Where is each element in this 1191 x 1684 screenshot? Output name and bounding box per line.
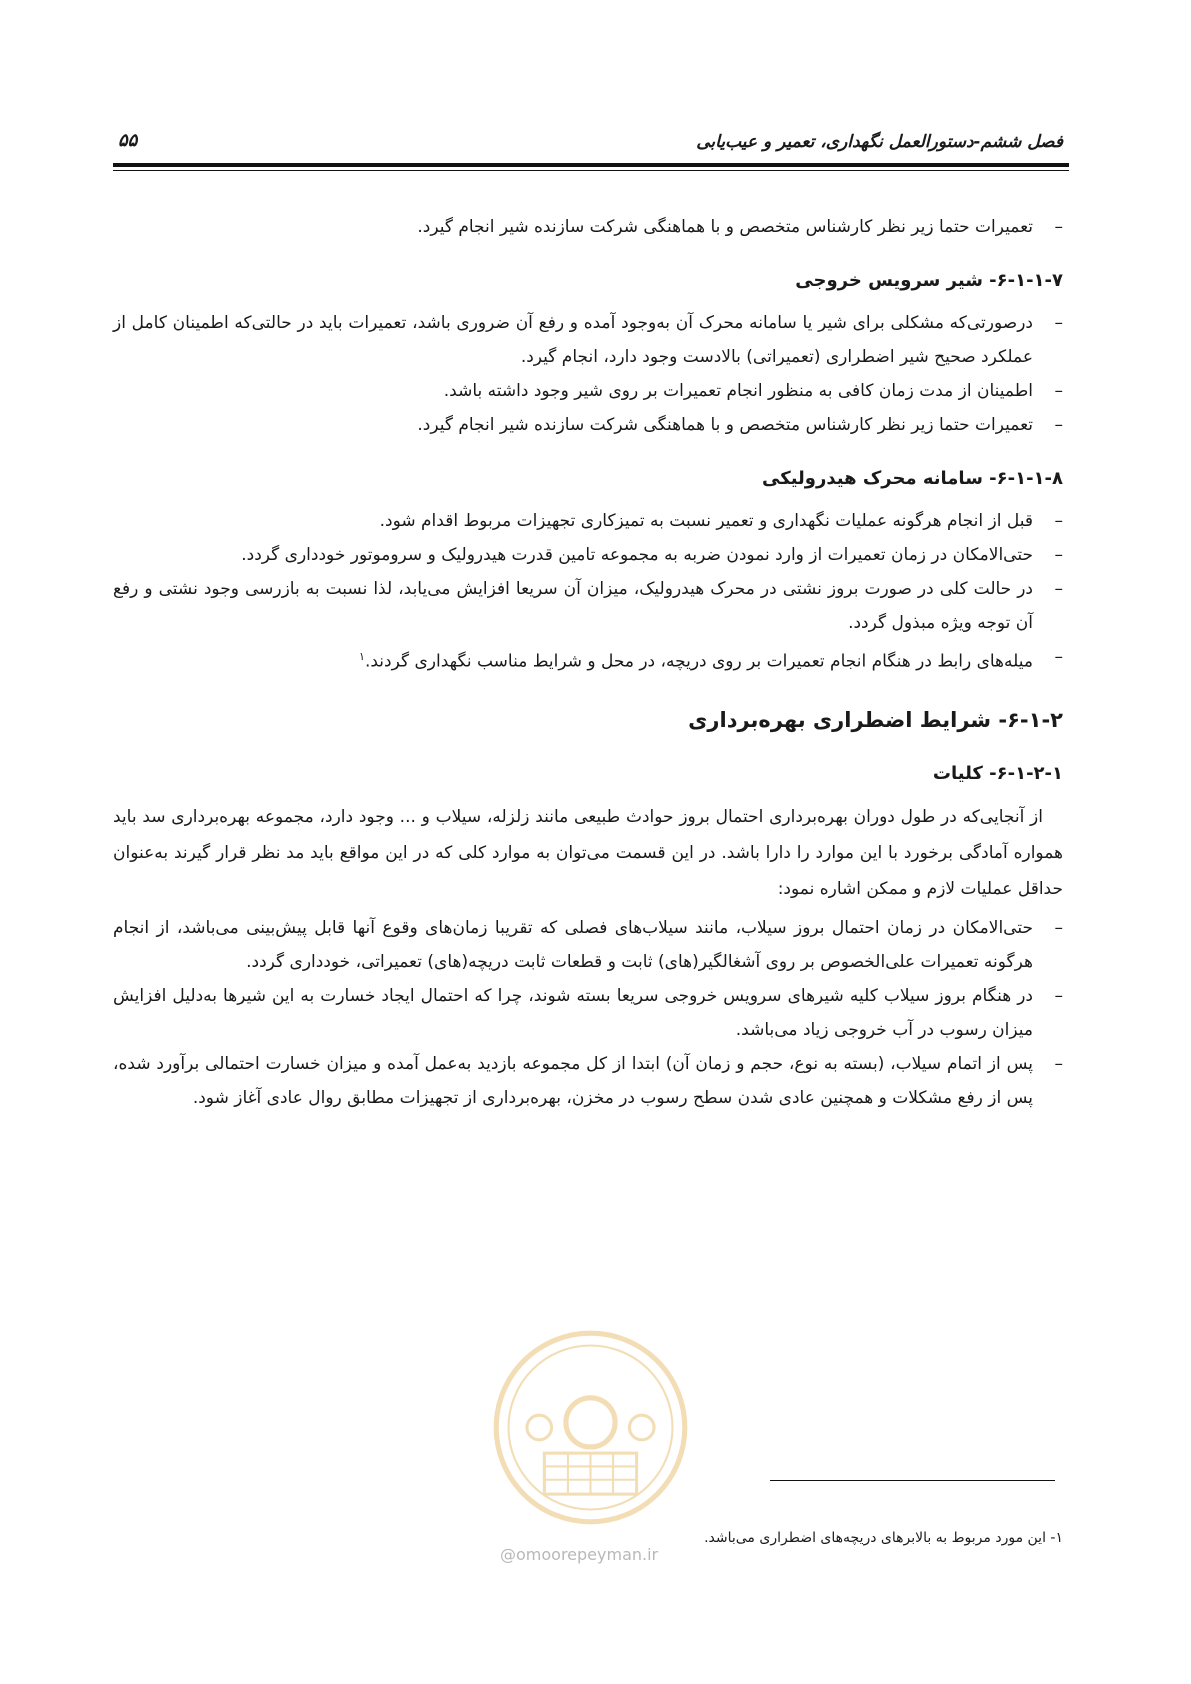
list-item: – در حالت کلی در صورت بروز نشتی در محرک هیدرولیک، میزان آن سریعا افزایش می‌یابد، لذا نسبت به بازرسی وجود نشتی و رفع آن توجه ویژه مبذول گردد.	[113, 579, 1063, 633]
list-item: – میله‌های رابط در هنگام انجام تعمیرات بر روی دریچه، در محل و شرایط مناسب نگهداری گردند.$^۱$	[359, 647, 1063, 672]
intro-paragraph: از آنجایی‌که در طول دوران بهره‌برداری احتمال بروز حوادث طبیعی مانند زلزله، سیلاب و ... وجود دارد، مجموعه بهره‌برداری سد باید همواره آمادگی برخورد با این موارد را دارا باشد. در این قسمت می‌توان به موارد کلی که در این مواقع باید مد نظر قرار گیرند به‌عنوان حداقل عملیات لازم و ممکن اشاره نمود:	[113, 806, 1063, 899]
list-item: – تعمیرات حتما زیر نظر کارشناس متخصص و با هماهنگی شرکت سازنده شیر انجام گیرد.	[113, 210, 1063, 244]
page-number: ۵۵	[118, 130, 138, 151]
section-heading-2-1: ۶-۱-۲-۱- کلیات	[932, 762, 1063, 784]
list-item: – پس از اتمام سیلاب، (بسته به نوع، حجم و زمان آن) ابتدا از کل مجموعه بازدید به‌عمل آمده و میزان خسارت احتمالی برآورد شده، پس از رفع مشکلات و همچنین عادی شدن سطح رسوب در مخزن، بهره‌برداری از تجهیزات مطابق روال عادی آغاز شود.	[113, 1053, 1063, 1108]
footnote-rule	[770, 1480, 1055, 1481]
section-heading-2: ۶-۱-۲- شرایط اضطراری بهره‌برداری	[688, 707, 1063, 732]
section-heading-8: ۶-۱-۱-۸- سامانه محرک هیدرولیکی	[762, 468, 1063, 489]
header-rule-thin	[113, 170, 1069, 171]
list-item: – اطمینان از مدت زمان کافی به منظور انجام تعمیرات بر روی شیر وجود داشته باشد.	[443, 381, 1063, 401]
list-item: – در هنگام بروز سیلاب کلیه شیرهای سرویس خروجی سریعا بسته شوند، چرا که احتمال ایجاد خسارت به این شیرها به‌دلیل افزایش میزان رسوب در آب خروجی زیاد می‌باشد.	[113, 985, 1063, 1040]
section-heading-7: ۶-۱-۱-۷- شیر سرویس خروجی	[795, 270, 1063, 291]
footnote: ۱- این مورد مربوط به بالابرهای دریچه‌های اضطراری می‌باشد.	[704, 1530, 1063, 1546]
list-item: – تعمیرات حتما زیر نظر کارشناس متخصص و با هماهنگی شرکت سازنده شیر انجام گیرد.	[417, 415, 1063, 435]
list-item: – حتی‌الامکان در زمان تعمیرات از وارد نمودن ضربه به مجموعه تامین قدرت هیدرولیک و سروموتور خودداری گردد.	[241, 545, 1063, 565]
page-content	[113, 210, 1063, 1115]
footnote-marker: ۱	[359, 650, 365, 663]
dash-bullet: –	[1054, 217, 1063, 237]
watermark-site: @omoorepeyman.ir	[500, 1545, 659, 1564]
chapter-title: فصل ششم-دستورالعمل نگهداری، تعمیر و عیب‌یابی	[696, 132, 1063, 152]
watermark-logo	[488, 1325, 693, 1530]
list-item: – درصورتی‌که مشکلی برای شیر یا سامانه محرک آن به‌وجود آمده و رفع آن ضروری باشد، تعمیرات باید در حالتی‌که اطمینان کامل از عملکرد صحیح شیر اضطراری (تعمیراتی) بالادست وجود دارد، انجام گیرد.	[113, 313, 1063, 367]
header-rule-thick	[113, 163, 1069, 167]
list-item: – حتی‌الامکان در زمان احتمال بروز سیلاب، مانند سیلاب‌های فصلی که تقریبا زمان‌های وقوع آنها قابل پیش‌بینی می‌باشد، از انجام هرگونه تعمیرات علی‌الخصوص بر روی آشغالگیر(های) ثابت و قطعات ثابت دریچه(های) تعمیراتی، خودداری گردد.	[113, 917, 1063, 972]
list-item: – قبل از انجام هرگونه عملیات نگهداری و تعمیر نسبت به تمیزکاری تجهیزات مربوط اقدام شود.	[379, 511, 1063, 531]
